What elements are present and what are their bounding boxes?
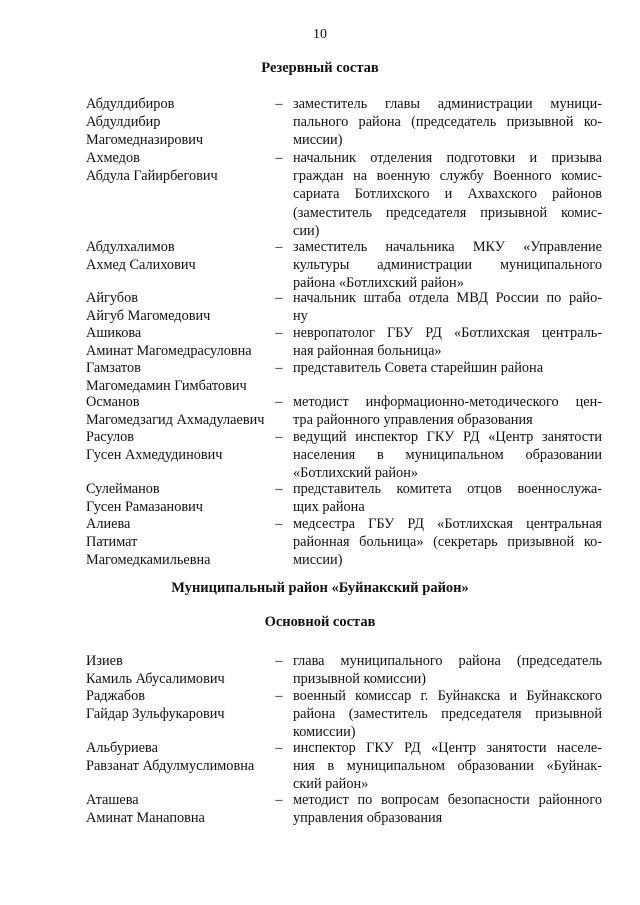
member-name-line: Айгуб Магомедович bbox=[86, 308, 211, 325]
dash-separator: – bbox=[275, 325, 283, 341]
member-role bbox=[293, 149, 602, 240]
heading-district: Муниципальный район «Буйнакский район» bbox=[171, 580, 469, 596]
dash-separator: – bbox=[275, 653, 283, 669]
member-name-line: Изиев bbox=[86, 653, 123, 669]
member-role bbox=[293, 359, 602, 377]
member-name-line: Магомедзагид Ахмадулаевич bbox=[86, 412, 265, 429]
member-name bbox=[86, 359, 276, 395]
member-role-line: ну bbox=[293, 308, 308, 325]
member-role-line: сариата Ботлихского и Ахвахского районов bbox=[293, 186, 602, 203]
member-role-line: призывной комиссии) bbox=[293, 671, 427, 688]
member-name-line: Абдулдибир bbox=[86, 114, 161, 131]
member-role bbox=[293, 687, 602, 742]
heading-main-composition: Основной состав bbox=[264, 614, 376, 630]
member-name-line: Сулейманов bbox=[86, 481, 160, 497]
member-role bbox=[293, 428, 602, 483]
dash-separator: – bbox=[275, 239, 283, 255]
dash-separator: – bbox=[275, 792, 283, 808]
dash-separator: – bbox=[275, 740, 283, 756]
member-role-line: заместитель начальника МКУ «Управление bbox=[293, 239, 602, 255]
member-name-line: Гусен Рамазанович bbox=[86, 499, 203, 516]
member-name bbox=[86, 393, 276, 429]
member-role-line: сии) bbox=[293, 222, 320, 239]
member-name bbox=[86, 95, 276, 150]
member-role-line: начальник штаба отдела МВД России по райо- bbox=[293, 290, 602, 306]
member-name-line: Альбуриева bbox=[86, 740, 158, 756]
member-role bbox=[293, 739, 602, 794]
member-role-line: ский район» bbox=[293, 776, 369, 793]
member-name-line: Абдулхалимов bbox=[86, 239, 175, 255]
member-name-line: Османов bbox=[86, 394, 140, 410]
member-role-line: инспектор ГКУ РД «Центр занятости населе- bbox=[293, 740, 602, 756]
member-role-line: граждан на военную службу Военного комис- bbox=[293, 168, 602, 185]
member-role bbox=[293, 515, 602, 570]
member-name-line: Расулов bbox=[86, 429, 135, 445]
member-role bbox=[293, 791, 602, 827]
member-role bbox=[293, 480, 602, 516]
member-name bbox=[86, 289, 276, 325]
member-name-line: Гайдар Зульфукарович bbox=[86, 706, 225, 723]
member-role-line: медсестра ГБУ РД «Ботлихская центральная bbox=[293, 516, 602, 532]
member-role-line: тра районного управления образования bbox=[293, 412, 533, 429]
member-name-line: Абдулдибиров bbox=[86, 96, 175, 112]
member-name-line: Ахмедов bbox=[86, 150, 140, 166]
member-name bbox=[86, 428, 276, 464]
member-role-line: района (заместитель председателя призывной bbox=[293, 706, 602, 723]
member-role-line: управления образования bbox=[293, 810, 443, 827]
member-role-line: миссии) bbox=[293, 552, 343, 569]
member-name-line: Алиева bbox=[86, 516, 131, 532]
member-name-line: Ашикова bbox=[86, 325, 142, 341]
member-name-line: Аминат Манаповна bbox=[86, 810, 205, 827]
member-role bbox=[293, 95, 602, 150]
member-role bbox=[293, 652, 602, 688]
dash-separator: – bbox=[275, 516, 283, 532]
member-role-line: (заместитель председателя призывной комис- bbox=[293, 204, 602, 221]
dash-separator: – bbox=[275, 481, 283, 497]
member-role-line: пального района (председатель призывной ко- bbox=[293, 114, 602, 131]
member-name-line: Айгубов bbox=[86, 290, 138, 306]
member-role-line: ная районная больница» bbox=[293, 343, 442, 360]
member-name bbox=[86, 652, 276, 688]
member-name-line: Камиль Абусалимович bbox=[86, 671, 225, 688]
dash-separator: – bbox=[275, 429, 283, 445]
member-role bbox=[293, 289, 602, 325]
member-role-line: военный комиссар г. Буйнакска и Буйнакского bbox=[293, 688, 602, 704]
dash-separator: – bbox=[275, 290, 283, 306]
member-name-line: Гусен Ахмедудинович bbox=[86, 447, 223, 464]
member-name bbox=[86, 791, 276, 827]
member-role-line: заместитель главы администрации муници- bbox=[293, 96, 602, 112]
member-role-line: «Ботлихский район» bbox=[293, 465, 418, 482]
member-role-line: населения в муниципальном образовании bbox=[293, 447, 602, 464]
member-role bbox=[293, 393, 602, 429]
dash-separator: – bbox=[275, 688, 283, 704]
member-name bbox=[86, 149, 276, 185]
heading-reserve: Резервный состав bbox=[261, 60, 379, 76]
member-name bbox=[86, 515, 276, 570]
member-role-line: начальник отделения подготовки и призыва bbox=[293, 150, 602, 166]
page-number: 10 bbox=[313, 27, 327, 42]
member-role bbox=[293, 324, 602, 360]
member-role-line: миссии) bbox=[293, 132, 343, 149]
member-role-line: невропатолог ГБУ РД «Ботлихская централь- bbox=[293, 325, 602, 341]
member-role-line: методист информационно-методического цен- bbox=[293, 394, 602, 410]
member-role-line: щих района bbox=[293, 499, 365, 516]
member-role-line: комиссии) bbox=[293, 724, 356, 741]
member-name-line: Магомедамин Гимбатович bbox=[86, 378, 247, 395]
member-role-line: ния в муниципальном образовании «Буйнак- bbox=[293, 758, 602, 775]
member-name-line: Раджабов bbox=[86, 688, 145, 704]
dash-separator: – bbox=[275, 360, 283, 376]
member-name-line: Магомедназирович bbox=[86, 132, 204, 149]
dash-separator: – bbox=[275, 150, 283, 166]
member-name bbox=[86, 238, 276, 274]
member-name-line: Аташева bbox=[86, 792, 139, 808]
member-role-line: представитель комитета отцов военнослужа- bbox=[293, 481, 602, 497]
member-name-line: Патимат bbox=[86, 534, 138, 551]
member-name bbox=[86, 687, 276, 723]
member-role-line: ведущий инспектор ГКУ РД «Центр занятости bbox=[293, 429, 602, 445]
dash-separator: – bbox=[275, 394, 283, 410]
member-role bbox=[293, 238, 602, 293]
member-name-line: Гамзатов bbox=[86, 360, 141, 376]
member-role-line: методист по вопросам безопасности районного bbox=[293, 792, 602, 808]
member-role-line: глава муниципального района (председатель bbox=[293, 653, 602, 669]
member-name-line: Ахмед Салихович bbox=[86, 257, 196, 274]
member-name-line: Абдула Гайирбегович bbox=[86, 168, 218, 185]
member-name-line: Равзанат Абдулмуслимовна bbox=[86, 758, 255, 775]
member-name bbox=[86, 324, 276, 360]
member-name-line: Магомедкамильевна bbox=[86, 552, 211, 569]
member-role-line: представитель Совета старейшин района bbox=[293, 360, 544, 376]
member-role-line: района «Ботлихский район» bbox=[293, 275, 464, 292]
member-role-line: районная больница» (секретарь призывной ко- bbox=[293, 534, 602, 551]
member-name bbox=[86, 480, 276, 516]
dash-separator: – bbox=[275, 96, 283, 112]
member-name-line: Аминат Магомедрасуловна bbox=[86, 343, 252, 360]
member-name bbox=[86, 739, 276, 775]
member-role-line: культуры администрации муниципального bbox=[293, 257, 602, 274]
